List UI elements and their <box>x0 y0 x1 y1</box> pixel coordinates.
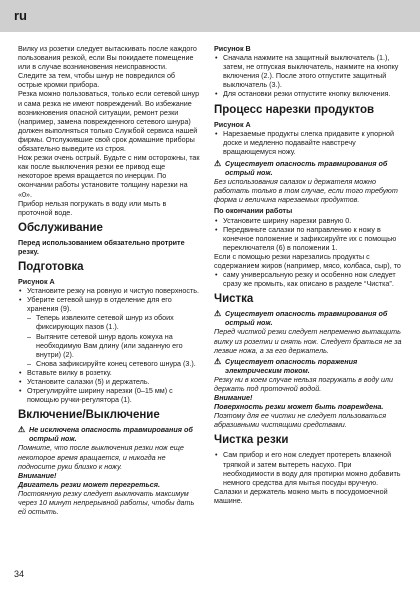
section-heading-clean-cutter: Чистка резки <box>214 434 289 447</box>
header-band <box>0 0 420 32</box>
list-item: • Вставьте вилку в розетку. <box>18 368 200 377</box>
list-item: • Сам прибор и его нож следует протереть влажной тряпкой и затем вытереть насухо. При необходимости в воду для протирки можно добавить немного средства для мытья посуды вручную. <box>214 450 404 486</box>
warning-explanation: Резку ни в коем случае нельзя погружать в воду или держать под проточной водой. <box>214 374 393 393</box>
warning-block <box>214 357 404 375</box>
warning-explanation: Без использования салазок и держателя можно работать только в том случае, если того требуют форма и величина нарезаемых продуктов. <box>214 177 398 205</box>
list-item: • Нарезаемые продукты слегка придавите к упорной доске и медленно подавайте навстречу вращающемуся ножу. <box>214 129 404 156</box>
warning-text: Существует опасность поражения электрическим током. <box>225 356 358 375</box>
sub-list-item: – Теперь извлеките сетевой шнур из обоих фиксирующих пазов (1.). <box>18 313 200 331</box>
motor-explanation: Постоянную резку следует выключать максимум через 10 минут непрерывной работы, чтобы дать ей остыть. <box>18 488 195 517</box>
list-item: • Для остановки резки отпустите кнопку включения. <box>214 89 404 98</box>
list-item: • Передвиньте салазки по направлению к ножу в конечное положение и зафиксируйте их с помощью переключателя (6) в положении 1. <box>214 225 404 252</box>
intro-paragraph: Нож резки очень острый. Будьте с ним осторожны, так как после выключения резки ее привод еще некоторое время вращается по инерции. По окончании работы установите толщину нарезки на «0». <box>18 153 200 199</box>
list-item: • Уберите сетевой шнур в отделение для его хранения (9). <box>18 295 200 313</box>
warning-text: Не исключена опасность травмирования об острый нож. <box>29 425 193 444</box>
prep-list <box>18 286 200 404</box>
warning-icon: ⚠ <box>18 425 26 435</box>
figure-label: Рисунок А <box>214 119 251 129</box>
clean-list <box>214 450 404 486</box>
subheading-after-work: По окончании работы <box>214 206 293 216</box>
surface-explanation: Поэтому для ее чистки не следует пользоваться абразивными чистящими средствами. <box>214 411 387 430</box>
warning-block <box>214 159 404 177</box>
figure-label: Рисунок А <box>18 276 55 286</box>
page-number: 34 <box>14 569 25 579</box>
warning-explanation: Перед чисткой резки следует непременно вытащить вилку из розетки и снять нож. Следует браться не за лезвие ножа, а за его держатель. <box>214 327 402 355</box>
service-note: Перед использованием обязательно протрите резку. <box>18 237 185 256</box>
left-column <box>18 44 200 516</box>
warning-icon: ⚠ <box>214 309 222 319</box>
warning-block <box>18 425 200 443</box>
list-item: • Сначала нажмите на защитный выключатель (1.), затем, не отпуская выключатель, нажмите на кнопку включения (2.). После этого отпустите защитный выключатель (3.). <box>214 53 404 89</box>
after-list <box>214 216 404 252</box>
list-item: • саму универсальную резку и особенно нож следует сразу же промыть, как описано в разделе “Чистка”. <box>214 270 404 288</box>
figure-label: Рисунок В <box>214 44 251 53</box>
intro-paragraph: Прибор нельзя погружать в воду или мыть в проточной воде. <box>18 198 167 217</box>
section-heading-cleaning: Чистка <box>214 293 254 306</box>
clean-paragraph: Салазки и держатель можно мыть в посудомоечной машине. <box>214 486 388 505</box>
section-heading-preparation: Подготовка <box>18 260 84 273</box>
list-item: • Установите ширину нарезки равную 0. <box>214 216 404 225</box>
intro-paragraph: Вилку из розетки следует вытаскивать после каждого пользования резкой, если Вы покидаете помещение или в случае возникновения неисправности. <box>18 44 197 72</box>
sub-list-item: – Вытяните сетевой шнур вдоль кожуха на необходимую Вам длину (или заданную его внутри) (2). <box>18 332 200 359</box>
switch-list <box>214 53 404 98</box>
language-code: ru <box>14 8 27 23</box>
cut-list <box>214 129 404 156</box>
list-item: • Установите резку на ровную и чистую поверхность. <box>18 286 200 295</box>
warning-block <box>214 309 404 327</box>
sub-list-item: – Снова зафиксируйте конец сетевого шнура (3.). <box>18 359 200 368</box>
list-item: • Установите салазки (5) и держатель. <box>18 377 200 386</box>
attention-label: Внимание! <box>214 393 253 403</box>
after-list-2 <box>214 270 404 288</box>
intro-paragraph: Резка можно пользоваться, только если сетевой шнур и сама резка не имеют повреждений. Во избежание возникновения опасной ситуации, ремонт резки (например, замена поврежденного сетевого шнура) должен выполняться только Службой сервиса нашей фирмы. Отслужившие свой срок домашние приборы обязательно выведите из строя. <box>18 89 200 154</box>
attention-label: Внимание! <box>18 470 57 480</box>
warning-text: Существует опасность травмирования об острый нож. <box>225 309 388 328</box>
section-heading-onoff: Включение/Выключение <box>18 409 160 422</box>
warning-text: Существует опасность травмирования об острый нож. <box>225 158 388 178</box>
section-heading-cutting: Процесс нарезки продуктов <box>214 103 375 116</box>
section-heading-service: Обслуживание <box>18 221 103 234</box>
motor-warning: Двигатель резки может перегреться. <box>18 479 161 489</box>
warning-explanation: Помните, что после выключения резки нож еще некоторое время вращается, и никогда не подносите руки близко к ножу. <box>18 443 184 471</box>
right-column <box>214 44 404 505</box>
warning-icon: ⚠ <box>214 356 222 366</box>
warning-icon: ⚠ <box>214 158 222 168</box>
intro-paragraph: Следите за тем, чтобы шнур не повредился об острые кромки прибора. <box>18 71 176 90</box>
surface-warning: Поверхность резки может быть повреждена. <box>214 402 384 412</box>
list-item: • Отрегулируйте ширину нарезки (0–15 мм) с помощью ручки-регулятора (1). <box>18 386 200 404</box>
after-paragraph: Если с помощью резки нарезались продукты с содержанием жиров (например, мясо, колбаса, сыр), то <box>214 251 401 270</box>
